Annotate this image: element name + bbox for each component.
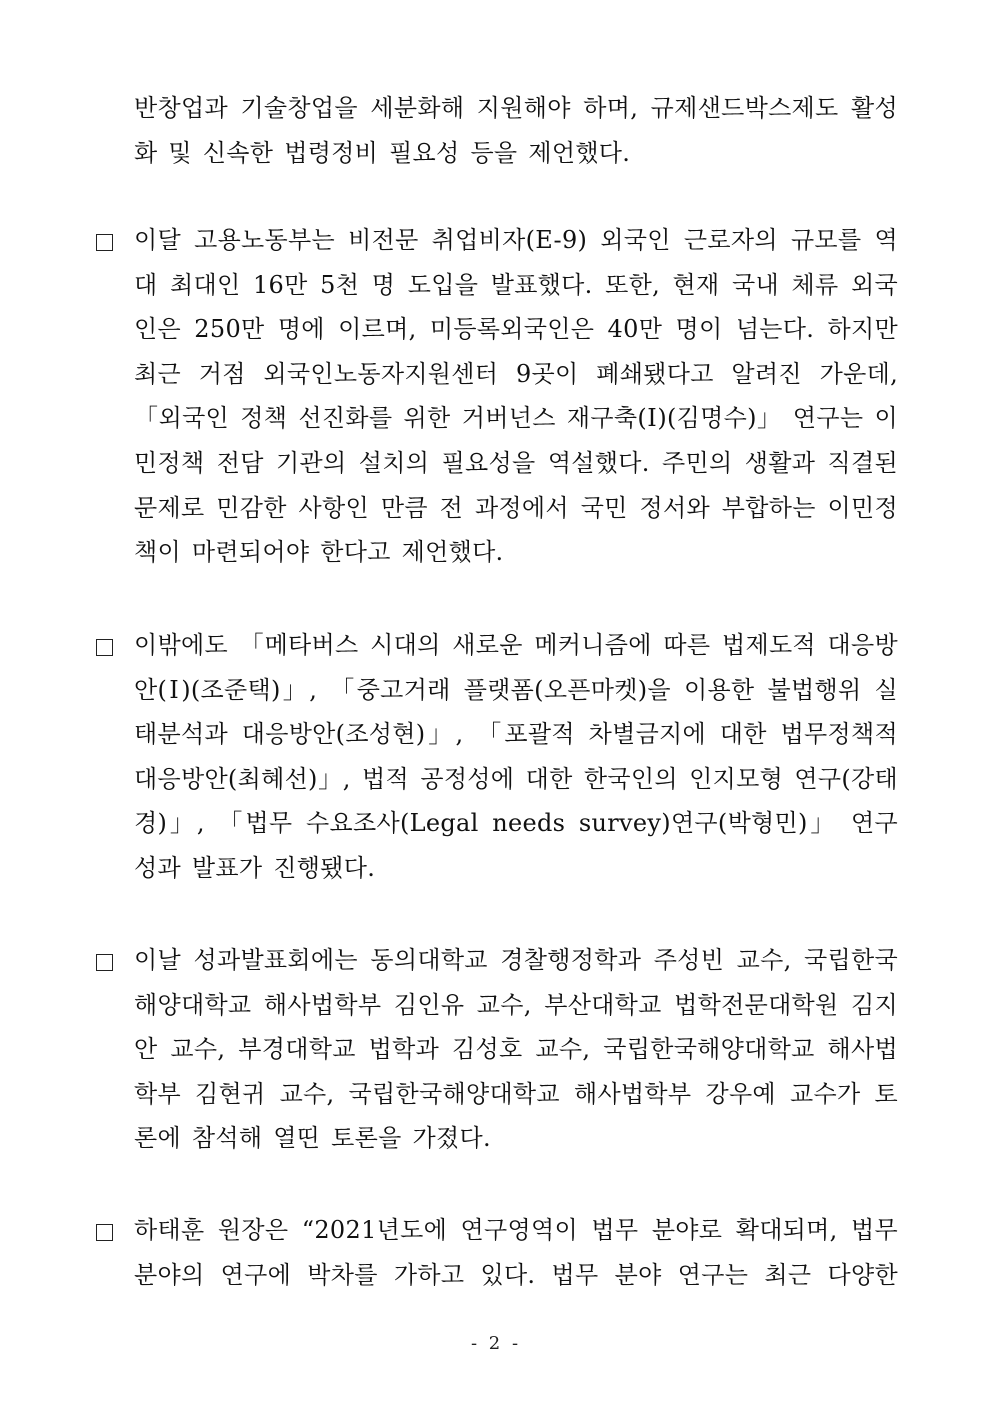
paragraph-text: 하태훈 원장은 “2021년도에 연구영역이 법무 분야로 확대되며, 법무 분야의 연구에 박차를 가하고 있다. 법무 분야 연구는 최근 다양한 [134, 1216, 898, 1289]
paragraph-text: 이달 고용노동부는 비전문 취업비자(E-9) 외국인 근로자의 규모를 역대 최대인 16만 5천 명 도입을 발표했다. 또한, 현재 국내 체류 외국인은 250만 명에 이르며, 미등록외국인은 40만 명이 넘는다. 하지만 최근 거점 외국인노동자지원센터 9곳이 폐쇄됐다고 알려진 가운데, 「외국인 정책 선진화를 위한 거버넌스 재구축(Ⅰ)(김명수)」 연구는 이민정책 전담 기관의 설치의 필요성을 역설했다. 주민의 생활과 직결된 문제로 민감한 사항인 만큼 전 과정에서 국민 정서와 부합하는 이민정책이 마련되어야 한다고 제언했다. [134, 226, 898, 567]
paragraph-text: 이밖에도 「메타버스 시대의 새로운 메커니즘에 따른 법제도적 대응방안(Ⅰ)(조준택)」, 「중고거래 플랫폼(오픈마켓)을 이용한 불법행위 실태분석과 대응방안(조성현)」, 「포괄적 차별금지에 대한 법무정책적 대응방안(최혜선)」, 법적 공정성에 대한 한국인의 인지모형 연구(강태경)」, 「법무 수요조사(Legal needs survey)연구(박형민)」 연구 성과 발표가 진행됐다. [134, 631, 898, 882]
paragraph-text: 반창업과 기술창업을 세분화해 지원해야 하며, 규제샌드박스제도 활성화 및 신속한 법령정비 필요성 등을 제언했다. [134, 94, 898, 167]
checkbox-bullet [96, 234, 113, 251]
paragraph-director-quote [92, 1208, 898, 1297]
checkbox-bullet [96, 639, 113, 656]
page-number: - 2 - [470, 1333, 522, 1354]
continuation-paragraph [92, 86, 898, 175]
paragraph-discussion-panel [92, 938, 898, 1161]
paragraph-other-research [92, 623, 898, 891]
checkbox-bullet [96, 1224, 113, 1241]
checkbox-bullet [96, 954, 113, 971]
paragraph-text: 이날 성과발표회에는 동의대학교 경찰행정학과 주성빈 교수, 국립한국해양대학교 해사법학부 김인유 교수, 부산대학교 법학전문대학원 김지안 교수, 부경대학교 법학과 김성호 교수, 국립한국해양대학교 해사법학부 김현귀 교수, 국립한국해양대학교 해사법학부 강우예 교수가 토론에 참석해 열띤 토론을 가졌다. [134, 946, 898, 1153]
paragraph-foreign-worker-policy [92, 218, 898, 575]
